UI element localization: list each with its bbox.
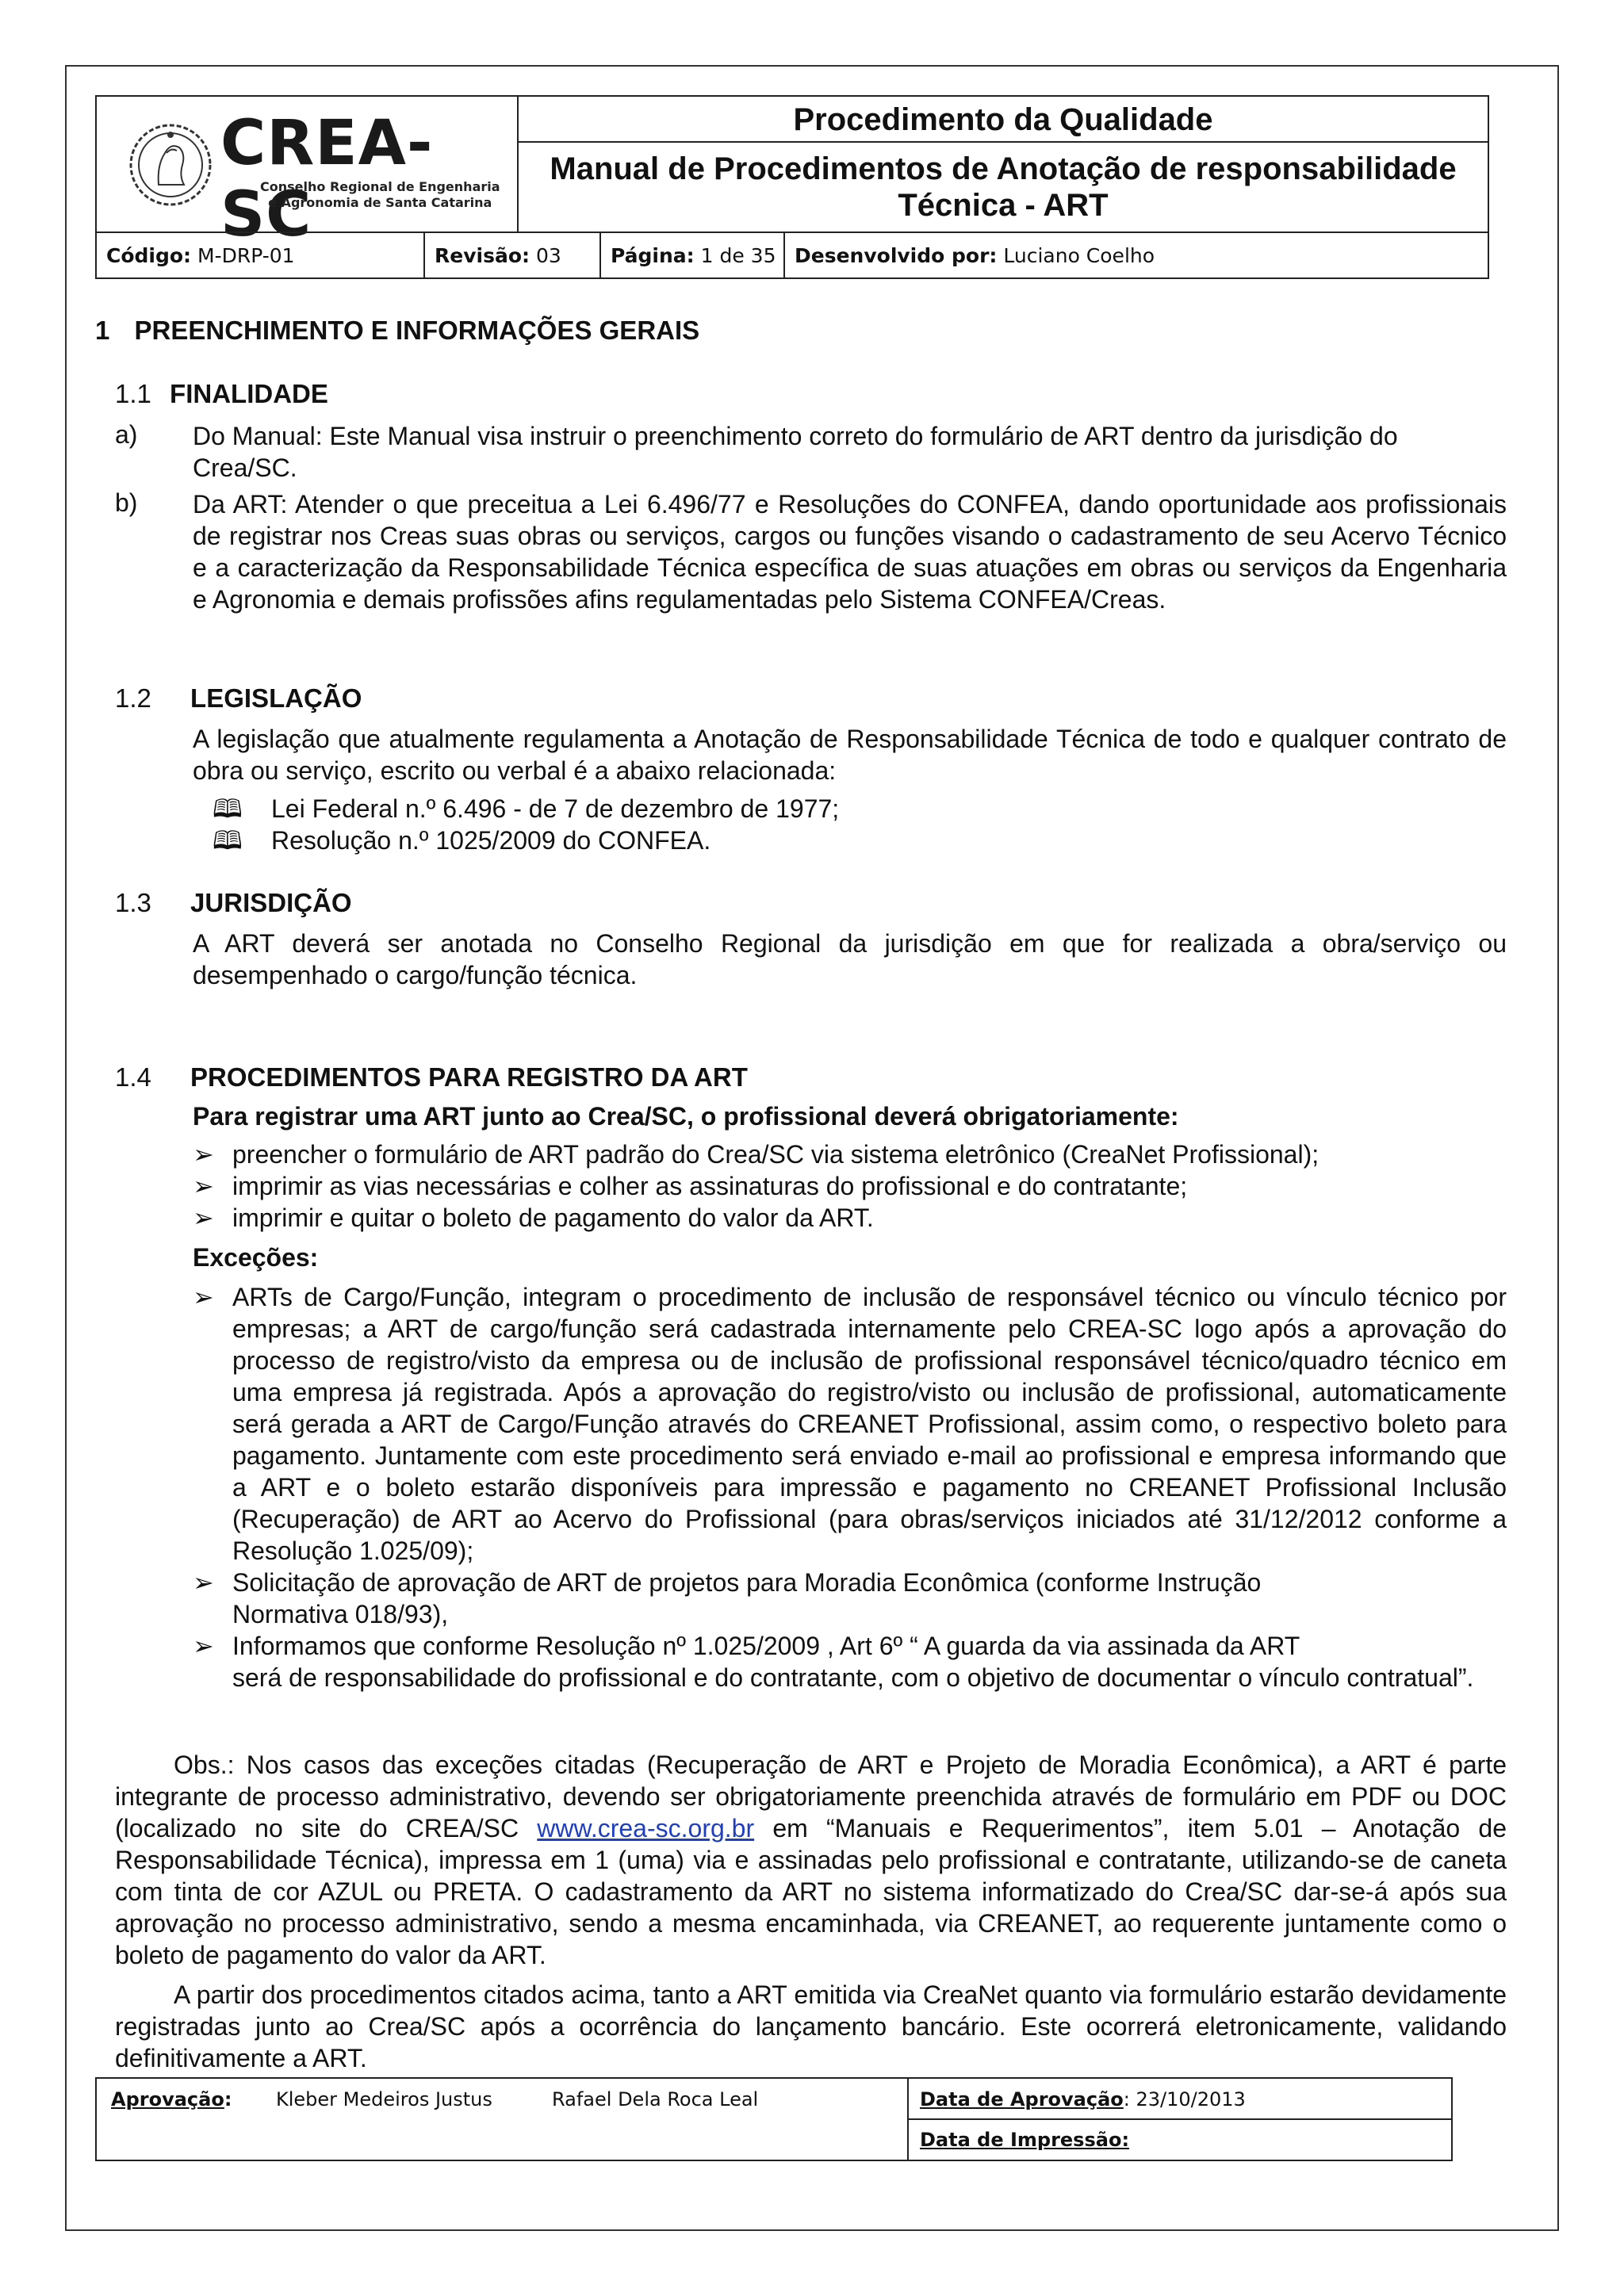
subsection-title: FINALIDADE <box>170 379 328 408</box>
pagina-value: 1 de 35 <box>700 244 776 267</box>
finalidade-a-line2: Crea/SC. <box>193 453 297 482</box>
logo-subtitle <box>260 179 500 211</box>
arrow-bullet-icon: ➢ <box>193 1172 214 1200</box>
crea-seal-icon <box>127 109 214 220</box>
data-impressao-cell <box>909 2120 1451 2160</box>
data-aprovacao-value: : 23/10/2013 <box>1123 2088 1246 2110</box>
data-impressao-label: Data de Impressão: <box>920 2129 1130 2151</box>
logo-wordmark: CREA-SC <box>220 108 434 251</box>
list-marker-b: b) <box>115 488 138 517</box>
aprovacao-colon: : <box>224 2088 232 2110</box>
revisao-cell <box>425 233 601 279</box>
subsection-1-2-heading <box>115 683 362 714</box>
arrow-bullet-icon: ➢ <box>193 1140 214 1169</box>
data-aprovacao-cell <box>909 2079 1451 2120</box>
section-1-heading <box>95 316 699 346</box>
excecao-item-3-rest: será de responsabilidade do profissional e do contratante, com o objetivo de documentar o vínculo contratual”. <box>232 1663 1474 1692</box>
obs-paragraph <box>115 1749 1507 1971</box>
procedimento-item-1 <box>193 1138 1507 1170</box>
legislacao-item-text: Resolução n.º 1025/2009 do CONFEA. <box>271 826 711 855</box>
arrow-bullet-icon: ➢ <box>193 1203 214 1232</box>
document-title-line1: Manual de Procedimentos de Anotação de responsabilidade <box>550 151 1457 186</box>
excecao-item-2 <box>193 1567 1507 1630</box>
excecoes-heading: Exceções: <box>193 1243 319 1272</box>
book-icon: 🕮 <box>213 794 243 823</box>
legislacao-item-text: Lei Federal n.º 6.496 - de 7 de dezembro de 1977; <box>271 794 840 823</box>
procedimento-item-3 <box>193 1202 1507 1234</box>
excecao-item-text: ARTs de Cargo/Função, integram o procedimento de inclusão de responsável técnico ou vínculo técnico por empresas; a ART de cargo/função será cadastrada internamente pelo CREA-SC logo após a aprovação do processo de registro/visto da empresa ou de inclusão de profissional responsável técnico/quadro técnico em uma empresa já registrada. Após a aprovação do registro/visto ou inclusão de profissional, automaticamente será gerada a ART de Cargo/Função através do CREANET Profissional, assim como, o respectivo boleto para pagamento. Juntamente com este procedimento será enviado e-mail ao profissional e empresa informando que a ART e o boleto estarão disponíveis para impressão e pagamento no CREANET Profissional Inclusão (Recuperação) de ART ao Acervo do Profissional (para obras/serviços iniciados até 31/12/2012 conforme a Resolução 1.025/09); <box>232 1283 1507 1565</box>
excecao-item-3 <box>193 1630 1507 1693</box>
procedimento-item-text: preencher o formulário de ART padrão do Crea/SC via sistema eletrônico (CreaNet Profissional); <box>232 1140 1320 1169</box>
approver-2: Rafael Dela Roca Leal <box>552 2088 759 2110</box>
crea-sc-logo <box>127 105 508 251</box>
section-title: PREENCHIMENTO E INFORMAÇÕES GERAIS <box>134 316 700 345</box>
excecao-item-2-line1: Solicitação de aprovação de ART de projetos para Moradia Econômica (conforme Instrução <box>232 1568 1262 1597</box>
subsection-number: 1.4 <box>115 1062 151 1092</box>
subsection-title: PROCEDIMENTOS PARA REGISTRO DA ART <box>190 1062 748 1092</box>
excecao-item-3-line1: Informamos que conforme Resolução nº 1.025/2009 , Art 6º “ A guarda da via assinada da ART <box>232 1632 1300 1660</box>
arrow-bullet-icon: ➢ <box>193 1283 214 1311</box>
final-paragraph: A partir dos procedimentos citados acima, tanto a ART emitida via CreaNet quanto via formulário estarão devidamente registradas junto ao Crea/SC após a ocorrência do lançamento bancário. Este ocorrerá eletronicamente, validando definitivamente a ART. <box>115 1980 1507 2072</box>
approval-footer <box>95 2077 1453 2161</box>
arrow-bullet-icon: ➢ <box>193 1632 214 1660</box>
subsection-title: LEGISLAÇÃO <box>190 683 362 713</box>
logo-subtitle-line1: Conselho Regional de Engenharia <box>260 179 500 194</box>
desenvolvido-value: Luciano Coelho <box>1003 244 1155 267</box>
document-meta-row <box>97 232 1488 279</box>
pagina-cell <box>601 233 785 279</box>
aprovacao-label-text: Aprovação <box>111 2088 224 2110</box>
subsection-number: 1.3 <box>115 888 151 917</box>
finalidade-a-line1: Do Manual: Este Manual visa instruir o preenchimento correto do formulário de ART dentro da jurisdição do <box>193 422 1398 450</box>
document-header <box>95 95 1489 279</box>
approver-1: Kleber Medeiros Justus <box>276 2088 492 2110</box>
revisao-label: Revisão: <box>435 244 530 267</box>
logo-cell <box>97 97 519 251</box>
excecao-item-1 <box>193 1281 1507 1567</box>
document-type-title: Procedimento da Qualidade <box>519 97 1488 143</box>
finalidade-item-b: Da ART: Atender o que preceitua a Lei 6.496/77 e Resoluções do CONFEA, dando oportunidade aos profissionais de registrar nos Creas suas obras ou serviços, cargos ou funções visando o cadastramento de seu Acervo Técnico e a caracterização da Responsabilidade Técnica específica de suas atuações em obras ou serviços da Engenharia e Agronomia e demais profissões afins regulamentadas pelo Sistema CONFEA/Creas. <box>193 490 1507 614</box>
book-icon: 🕮 <box>213 826 243 855</box>
document-title <box>519 143 1488 232</box>
crea-sc-website-link[interactable]: www.crea-sc.org.br <box>537 1814 755 1843</box>
procedimento-item-2 <box>193 1170 1507 1202</box>
codigo-label: Código: <box>106 244 192 267</box>
approval-cell <box>97 2079 909 2160</box>
legislacao-text: A legislação que atualmente regulamenta a Anotação de Responsabilidade Técnica de todo e qualquer contrato de obra ou serviço, escrito ou verbal é a abaixo relacionada: <box>193 725 1507 785</box>
aprovacao-label <box>111 2088 232 2110</box>
subsection-1-3-heading <box>115 888 352 918</box>
subsection-number: 1.2 <box>115 683 151 713</box>
subsection-title: JURISDIÇÃO <box>190 888 352 917</box>
codigo-cell <box>97 233 425 279</box>
procedimento-item-text: imprimir as vias necessárias e colher as assinaturas do profissional e do contratante; <box>232 1172 1188 1200</box>
document-title-line2: Técnica - ART <box>898 188 1109 223</box>
jurisdicao-text: A ART deverá ser anotada no Conselho Regional da jurisdição em que for realizada a obra/serviço ou desempenhado o cargo/função técnica. <box>193 929 1507 989</box>
subsection-1-4-heading <box>115 1062 748 1093</box>
arrow-bullet-icon: ➢ <box>193 1568 214 1597</box>
list-marker-a: a) <box>115 420 138 449</box>
procedimentos-lead: Para registrar uma ART junto ao Crea/SC, o profissional deverá obrigatoriamente: <box>193 1102 1179 1131</box>
revisao-value: 03 <box>535 244 561 267</box>
excecao-item-2-line2: Normativa 018/93), <box>232 1600 449 1628</box>
finalidade-item-a <box>193 420 1509 484</box>
section-number: 1 <box>95 316 110 345</box>
pagina-label: Página: <box>611 244 695 267</box>
desenvolvido-cell <box>785 233 1488 279</box>
subsection-number: 1.1 <box>115 379 151 408</box>
desenvolvido-label: Desenvolvido por: <box>795 244 998 267</box>
subsection-1-1-heading <box>115 379 328 409</box>
legislacao-item-1 <box>213 793 1481 825</box>
logo-subtitle-line2: e Agronomia de Santa Catarina <box>268 195 492 210</box>
legislacao-item-2 <box>213 825 1481 856</box>
obs-text-part2: em “Manuais e Requerimentos”, item 5.01 – Anotação de Responsabilidade Técnica), impressa em 1 (uma) via e assinadas pelo profissional e contratante, utilizando-se de caneta com tinta de cor AZUL ou PRETA. O cadastramento da ART no sistema informatizado do Crea/SC dar-se-á após sua aprovação no processo administrativo, sendo a mesma encaminhada, via CREANET, ao requerente juntamente como o boleto de pagamento do valor da ART. <box>115 1814 1507 1969</box>
codigo-value: M-DRP-01 <box>197 244 295 267</box>
data-aprovacao-label: Data de Aprovação <box>920 2088 1124 2110</box>
procedimento-item-text: imprimir e quitar o boleto de pagamento do valor da ART. <box>232 1203 874 1232</box>
obs-text-part1: Obs.: Nos casos das exceções citadas (Recuperação de ART e Projeto de Moradia Econômica), a ART é parte integrante de processo administrativo, devendo ser obrigatoriamente preenchida através de formulário em PDF ou DOC (localizado no site do CREA/SC <box>115 1751 1507 1843</box>
